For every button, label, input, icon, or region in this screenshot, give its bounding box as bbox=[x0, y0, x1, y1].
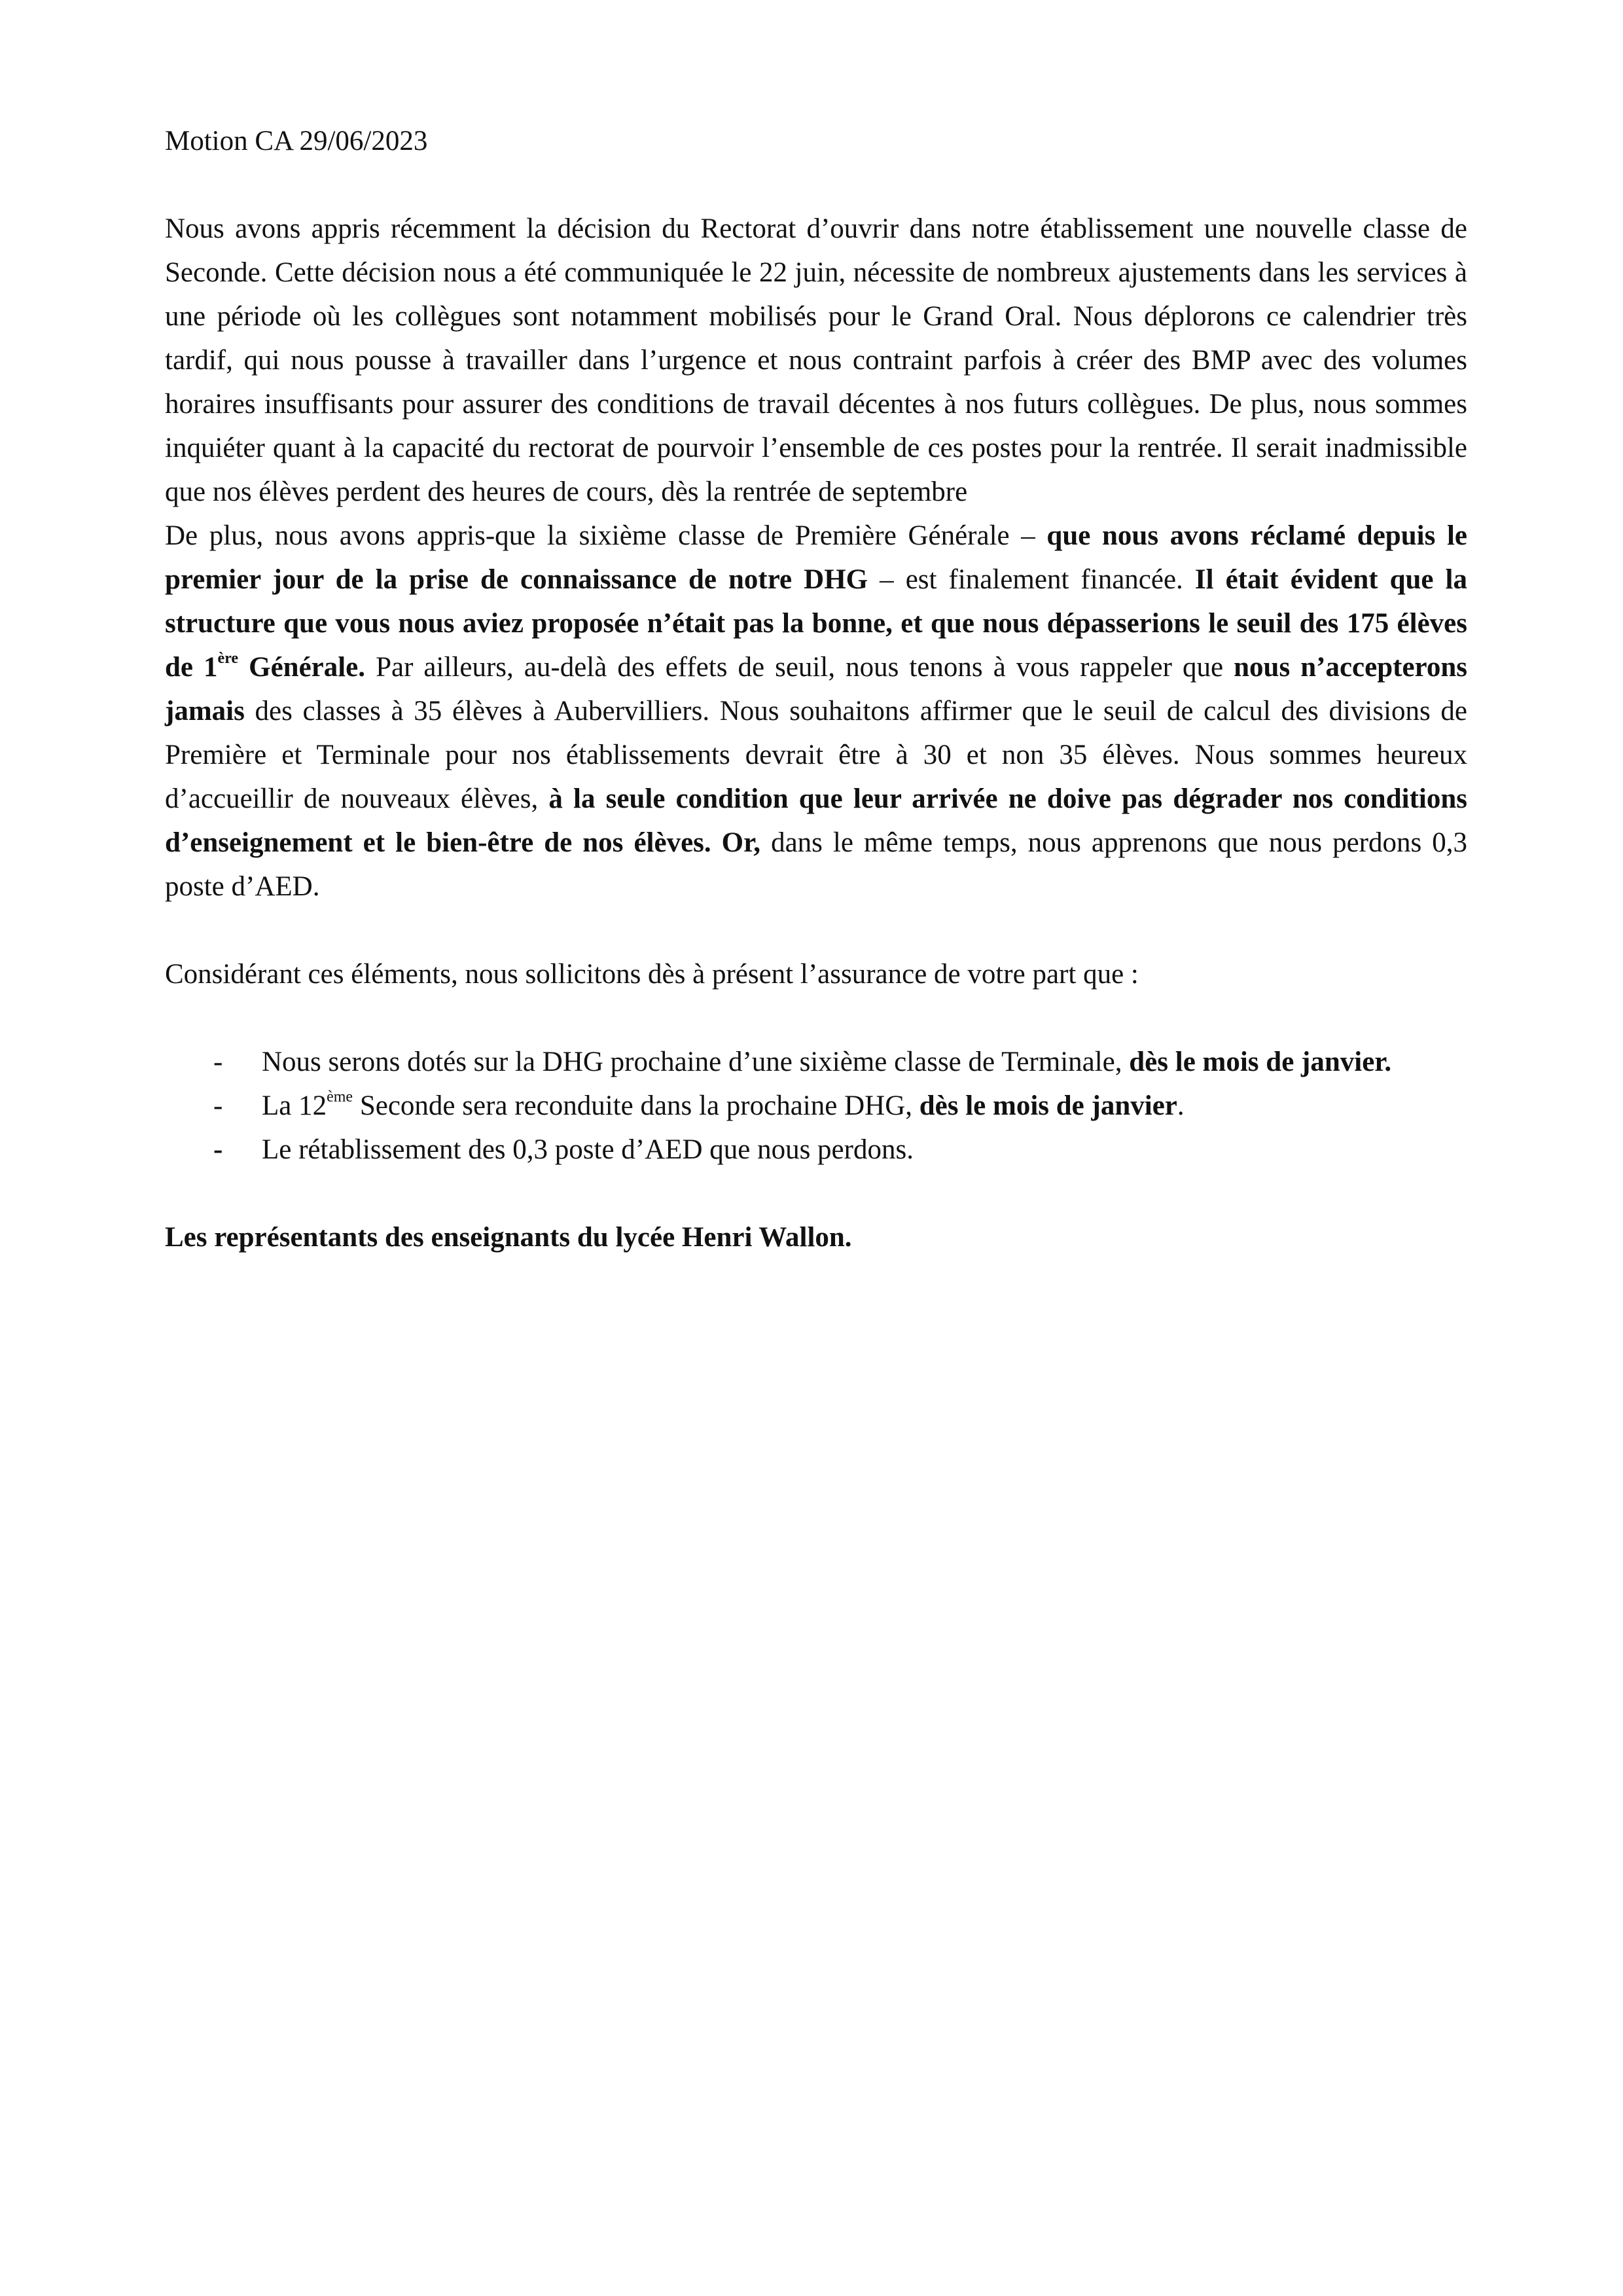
bold-run: que nous avons réclamé depuis le premier jour de la prise de connaissance de notre DHG bbox=[165, 520, 1467, 595]
demands-list bbox=[165, 1040, 1467, 1172]
text-run: . bbox=[1177, 1090, 1185, 1121]
text-run: Seconde sera reconduite dans la prochaine DHG, bbox=[353, 1090, 919, 1121]
list-item bbox=[165, 1084, 1467, 1128]
superscript: ème bbox=[327, 1088, 353, 1105]
text-run: – est finalement financée. bbox=[868, 564, 1195, 595]
list-dash: - bbox=[213, 1134, 223, 1165]
spacer bbox=[165, 908, 1467, 952]
bold-run: Il était évident que la structure que vous nous aviez proposée n’était pas la bonne, et que nous dépasserions le seuil des 175 élèves de 1 bbox=[165, 564, 1467, 683]
bold-run: dès le mois de janvier bbox=[919, 1090, 1177, 1121]
paragraph-intro: Nous avons appris récemment la décision du Rectorat d’ouvrir dans notre établissement une nouvelle classe de Seconde. Cette décision nous a été communiquée le 22 juin, nécessite de nombreux ajustements dans les services à une période où les collègues sont notamment mobilisés pour le Grand Oral. Nous déplorons ce calendrier très tardif, qui nous pousse à travailler dans l’urgence et nous contraint parfois à créer des BMP avec des volumes horaires insuffisants pour assurer des conditions de travail décentes à nos futurs collègues. De plus, nous sommes inquiéter quant à la capacité du rectorat de pourvoir l’ensemble de ces postes pour la rentrée. Il serait inadmissible que nos élèves perdent des heures de cours, dès la rentrée de septembre bbox=[165, 213, 1467, 507]
text-run: Le rétablissement des 0,3 poste d’AED que nous perdons. bbox=[262, 1134, 914, 1165]
text-run: La 12 bbox=[262, 1090, 327, 1121]
signature: Les représentants des enseignants du lycée Henri Wallon. bbox=[165, 1222, 852, 1253]
text-run: dans le même temps, nous apprenons que nous perdons 0,3 poste d’AED. bbox=[165, 827, 1467, 902]
list-item bbox=[165, 1128, 1467, 1172]
text-run: De plus, nous avons appris-que la sixième classe de Première Générale – bbox=[165, 520, 1047, 551]
spacer bbox=[165, 996, 1467, 1040]
bold-run: nous n’accepterons jamais bbox=[165, 652, 1467, 726]
bold-run: Générale. bbox=[238, 652, 366, 683]
list-dash: - bbox=[213, 1047, 223, 1077]
paragraph-premiere bbox=[165, 514, 1467, 908]
paragraph-considering: Considérant ces éléments, nous sollicitons dès à présent l’assurance de votre part que : bbox=[165, 959, 1139, 990]
spacer bbox=[165, 163, 1467, 207]
text-run: des classes à 35 élèves à Aubervilliers. Nous souhaitons affirmer que le seuil de calcul des divisions de Première et Terminale pour nos établissements devrait être à 30 et non 35 élèves. Nous sommes heureux d’accueillir de nouveaux élèves, bbox=[165, 696, 1467, 814]
document-body bbox=[165, 119, 1467, 1259]
bold-run: à la seule condition que leur arrivée ne doive pas dégrader nos conditions d’enseignement et le bien-être de nos élèves. Or, bbox=[165, 783, 1467, 858]
text-run: Par ailleurs, au-delà des effets de seuil, nous tenons à vous rappeler que bbox=[365, 652, 1234, 683]
bold-run: dès le mois de janvier. bbox=[1129, 1047, 1392, 1077]
text-run: Nous serons dotés sur la DHG prochaine d’une sixième classe de Terminale, bbox=[262, 1047, 1130, 1077]
superscript: ère bbox=[217, 650, 239, 667]
list-dash: - bbox=[213, 1090, 223, 1121]
spacer bbox=[165, 1172, 1467, 1215]
document-title: Motion CA 29/06/2023 bbox=[165, 126, 428, 156]
list-item bbox=[165, 1040, 1467, 1084]
